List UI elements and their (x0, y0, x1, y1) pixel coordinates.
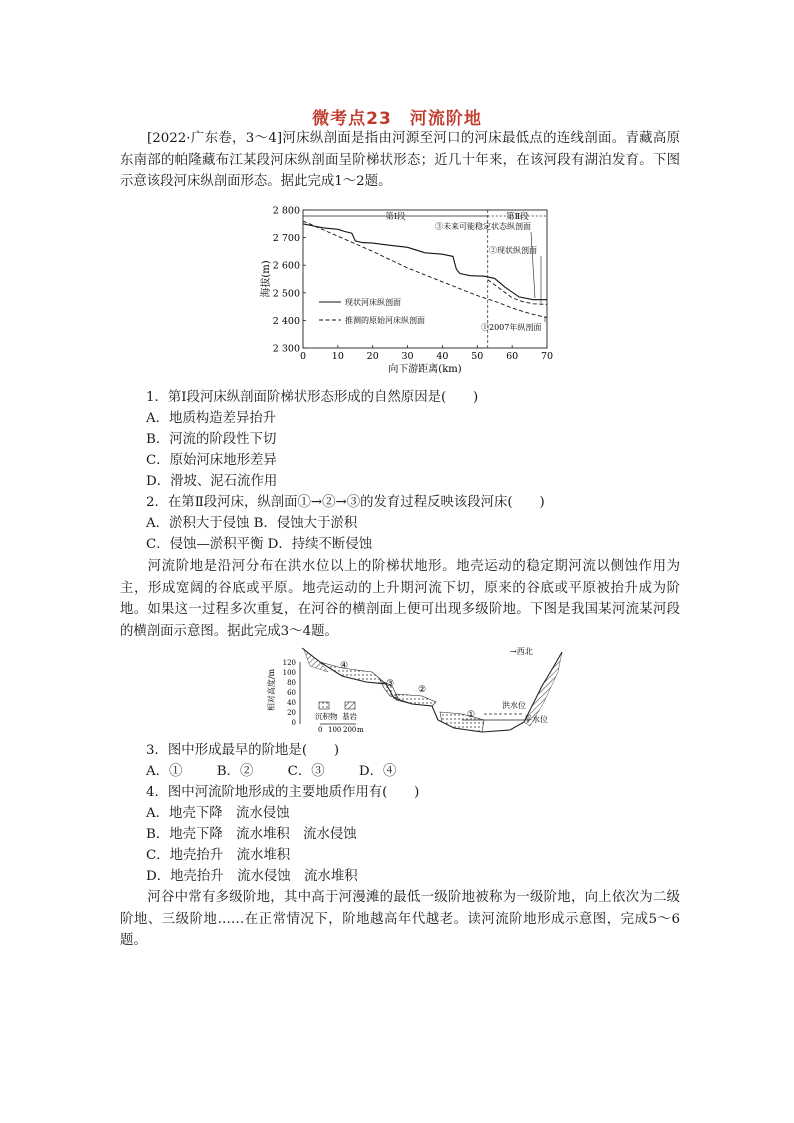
x-axis-label: 向下游距离(km) (388, 364, 462, 375)
legend-sediment: 沉积物 (315, 712, 338, 721)
page-title: 微考点23 河流阶地 (312, 109, 482, 129)
cross-section-ytick-0: 0 (291, 719, 296, 727)
river-terrace-cross-section (262, 642, 572, 740)
scale-unit: m (357, 726, 364, 734)
terrace-2-label: ② (418, 685, 427, 695)
question-1-option-a[interactable]: A．地质构造差异抬升 (146, 411, 277, 426)
cross-section-ylabel: 相对高度/m (267, 668, 276, 712)
scale-100: 100 (328, 726, 342, 734)
question-2-options-cd[interactable]: C．侵蚀—淤积平衡 D．持续不断侵蚀 (146, 537, 373, 552)
intro-paragraph-3: 河谷中常有多级阶地，其中高于河漫滩的最低一级阶地被称为一级阶地，向上依次为二级阶地、三级阶地……在正常情况下，阶地越高年代越老。读河流阶地形成示意图，完成5～6题。 (120, 890, 680, 949)
scale-200: 200 (343, 726, 357, 734)
direction-label: →西北 (510, 647, 533, 656)
legend-bedrock: 基岩 (342, 712, 357, 721)
segment-1-label: 第Ⅰ段 (385, 212, 406, 222)
question-4-option-b[interactable]: B．地壳下降 流水堆积 流水侵蚀 (146, 827, 357, 842)
question-3-option-d[interactable]: D．④ (358, 764, 397, 779)
question-3-stem: 3．图中形成最早的阶地是( ) (146, 743, 340, 758)
question-2-stem: 2．在第Ⅱ段河床，纵剖面①→②→③的发育过程反映该段河床( ) (146, 495, 545, 510)
x-tick-label: 50 (471, 351, 484, 362)
cross-section-ytick-40: 40 (287, 699, 296, 707)
cross-section-ytick-100: 100 (282, 669, 296, 677)
question-3-options (146, 762, 426, 783)
intro-paragraph-1: [2022·广东卷，3～4]河床纵剖面是指由河源至河口的河床最低点的连线剖面。青藏高原东南部的帕隆藏布江某段河床纵剖面呈阶梯状形态；近几十年来，在该河段有湖泊发育。下图示意该段河床纵剖面形态。据此完成1～2题。 (120, 131, 680, 190)
terrace-3-label: ③ (386, 679, 395, 689)
question-3-option-c[interactable]: C．③ (287, 764, 325, 779)
y-tick-label: 2 500 (272, 288, 300, 300)
legend-dashed-label: 推测的原始河床纵剖面 (345, 316, 425, 325)
question-1-option-b[interactable]: B．河流的阶段性下切 (146, 432, 277, 447)
question-4-option-c[interactable]: C．地壳抬升 流水堆积 (146, 848, 291, 863)
annotation-3-leader (531, 232, 535, 298)
y-tick-label: 2 300 (272, 343, 300, 355)
y-axis-label: 海拔(m) (261, 260, 272, 298)
terrace-4-label: ④ (340, 661, 349, 671)
bedrock-hatch-left (304, 650, 328, 672)
x-tick-label: 10 (331, 351, 344, 362)
x-tick-label: 40 (436, 351, 449, 362)
terrace-1-label: ① (467, 710, 476, 720)
question-1-option-c[interactable]: C．原始河床地形差异 (146, 453, 277, 468)
question-4-option-a[interactable]: A．地壳下降 流水侵蚀 (146, 806, 290, 821)
question-3-option-a[interactable]: A．① (146, 764, 183, 779)
question-4-option-d[interactable]: D．地壳抬升 流水侵蚀 流水堆积 (146, 869, 358, 884)
x-tick-label: 20 (366, 351, 379, 362)
x-tick-label: 0 (299, 351, 307, 362)
y-tick-label: 2 700 (272, 233, 300, 245)
cross-section-ytick-20: 20 (287, 709, 296, 717)
question-1-option-d[interactable]: D．滑坡、泥石流作用 (146, 474, 278, 489)
question-4-stem: 4．图中河流阶地形成的主要地质作用有( ) (146, 785, 420, 800)
cross-section-ytick-80: 80 (287, 679, 296, 687)
annotation-2: ②现状纵剖面 (489, 246, 537, 255)
scale-0: 0 (318, 726, 323, 734)
legend-solid-label: 现状河床纵剖面 (345, 298, 401, 307)
series-line-2 (303, 221, 547, 318)
annotation-1: ①2007年纵剖面 (481, 323, 542, 332)
flood-level-label: 洪水位 (502, 701, 526, 710)
cross-section-ytick-120: 120 (282, 659, 296, 667)
intro-paragraph-2: 河流阶地是沿河分布在洪水位以上的阶梯状地形。地壳运动的稳定期河流以侧蚀作用为主，形成宽阔的谷底或平原。地壳运动的上升期河流下切，原来的谷底或平原被抬升成为阶地。如果这一过程多次重复，在河谷的横剖面上便可出现多级阶地。下图是我国某河流某河段的横剖面示意图。据此完成3～4题。 (120, 559, 680, 639)
question-3-option-b[interactable]: B．② (216, 764, 254, 779)
terrace-2-sediment (396, 694, 436, 706)
riverbed-profile-chart (255, 198, 565, 383)
x-tick-label: 30 (401, 351, 414, 362)
x-tick-label: 60 (506, 351, 519, 362)
y-tick-label: 2 800 (272, 205, 300, 217)
question-2-options-ab[interactable]: A．淤积大于侵蚀 B．侵蚀大于淤积 (146, 516, 358, 531)
y-tick-label: 2 600 (272, 260, 300, 272)
series-line-3 (488, 280, 547, 305)
segment-2-label: 第Ⅱ段 (505, 212, 529, 222)
x-tick-label: 70 (540, 351, 554, 362)
annotation-3: ③未来可能稳定状态纵剖面 (435, 222, 531, 231)
question-1-stem: 1．第Ⅰ段河床纵剖面阶梯状形态形成的自然原因是( ) (146, 390, 479, 405)
y-tick-label: 2 400 (272, 315, 300, 327)
terrace-1-sediment (440, 712, 484, 732)
normal-level-label: 平水位 (524, 715, 548, 724)
series-line-1 (303, 224, 547, 300)
terrace-4-sediment (320, 662, 386, 684)
cross-section-ytick-60: 60 (287, 689, 296, 697)
